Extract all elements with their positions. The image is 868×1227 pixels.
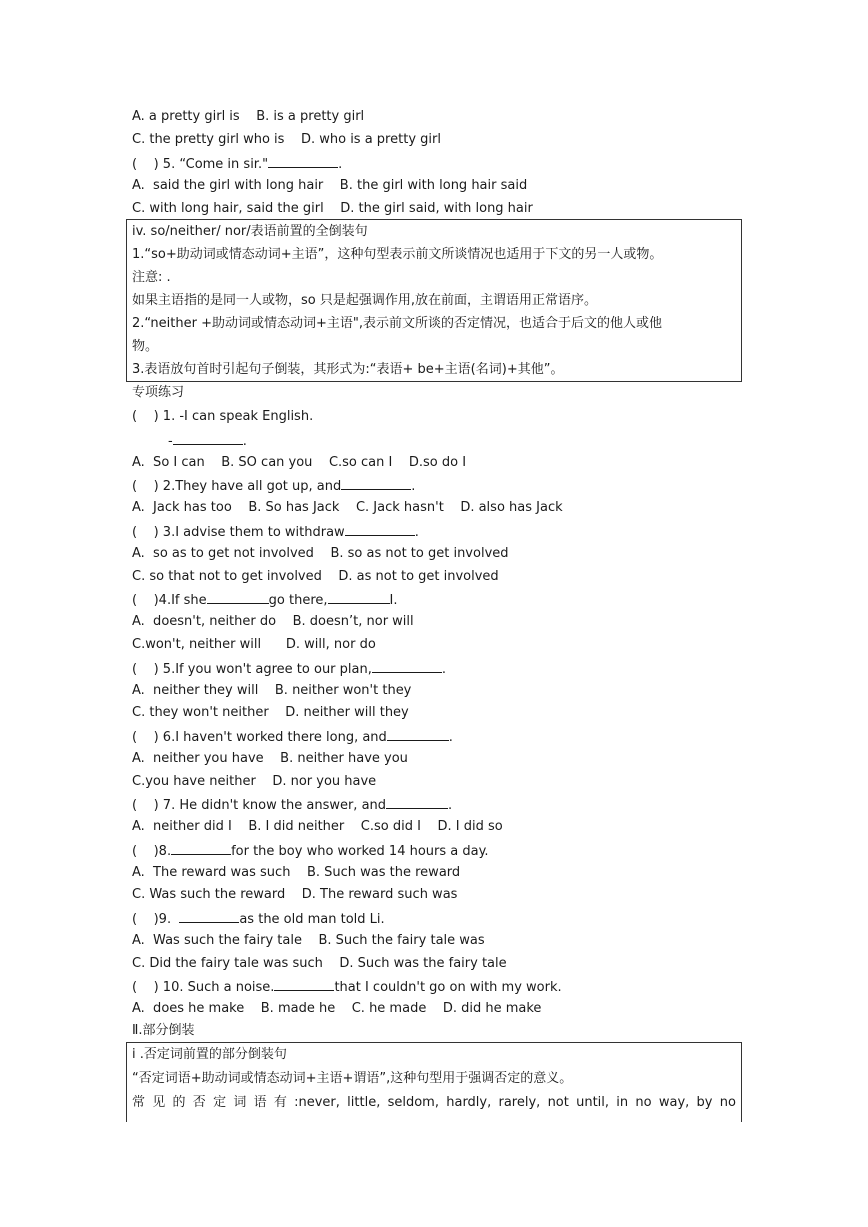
q8-question: ( )8. for the boy who worked 14 hours a day. — [132, 841, 489, 861]
q5-question: ( ) 5.If you won't agree to our plan, . — [132, 659, 446, 679]
box-rule-2: 2.“neither +助动词或情态动词+主语",表示前文所谈的否定情况，也适合于后文的他人或他 — [132, 316, 662, 331]
q6-options-cd: C.you have neither D. nor you have — [132, 774, 377, 789]
q8-options-cd: C. Was such the reward D. The reward such was — [132, 887, 458, 902]
box-note-text: 如果主语指的是同一人或物，so 只是起强调作用,放在前面，主谓语用正常语序。 — [132, 293, 597, 308]
answer-blank — [328, 590, 390, 604]
box-rule-2-cont: 物。 — [132, 339, 159, 354]
answer-blank — [171, 841, 231, 855]
box-rule-1: 1.“so+助动词或情态动词+主语”，这种句型表示前文所谈情况也适用于下文的另一人或物。 — [132, 247, 663, 262]
box-title: iv. so/neither/ nor/表语前置的全倒装句 — [132, 224, 368, 239]
answer-blank — [179, 909, 239, 923]
section-title-practice: 专项练习 — [132, 385, 185, 400]
q7-options: A. neither did I B. I did neither C.so did I D. I did so — [132, 819, 503, 834]
q4-question: ( )4.If she go there, I. — [132, 590, 397, 610]
q10-question: ( ) 10. Such a noise. that I couldn't go on with my work. — [132, 977, 562, 997]
q2-options: A. Jack has too B. So has Jack C. Jack hasn't D. also has Jack — [132, 500, 563, 515]
q6-options-ab: A. neither you have B. neither have you — [132, 751, 408, 766]
q4-prev-options-cd: C. the pretty girl who is D. who is a pretty girl — [132, 132, 441, 147]
q1-response: - . — [168, 431, 247, 451]
answer-blank — [173, 431, 243, 445]
q8-options-ab: A. The reward was such B. Such was the reward — [132, 865, 461, 880]
q1-question: ( ) 1. -I can speak English. — [132, 409, 314, 424]
grammar-note-box-negative — [126, 1042, 742, 1122]
q2-question: ( ) 2.They have all got up, and . — [132, 476, 415, 496]
answer-blank — [345, 522, 415, 536]
q1-options: A. So I can B. SO can you C.so can I D.so do I — [132, 455, 467, 470]
q5-prev-options-ab: A. said the girl with long hair B. the girl with long hair said — [132, 178, 528, 193]
grammar-note-box-inversion — [126, 219, 742, 382]
q4-options-ab: A. doesn't, neither do B. doesn’t, nor will — [132, 614, 414, 629]
q3-options-ab: A. so as to get not involved B. so as not to get involved — [132, 546, 509, 561]
q5-options-cd: C. they won't neither D. neither will they — [132, 705, 409, 720]
q5-prev-question: ( ) 5. “Come in sir." . — [132, 154, 342, 174]
q3-options-cd: C. so that not to get involved D. as not to get involved — [132, 569, 499, 584]
q3-question: ( ) 3.I advise them to withdraw . — [132, 522, 419, 542]
box2-word-list: 常 见 的 否 定 词 语 有 :never, little, seldom, hardly, rarely, not until, in no way, by no — [132, 1095, 736, 1110]
q5-prev-options-cd: C. with long hair, said the girl D. the girl said, with long hair — [132, 201, 533, 216]
q4-options-cd: C.won't, neither will D. will, nor do — [132, 637, 376, 652]
answer-blank — [207, 590, 269, 604]
q4-prev-options-ab: A. a pretty girl is B. is a pretty girl — [132, 109, 365, 124]
answer-blank — [268, 154, 338, 168]
q6-question: ( ) 6.I haven't worked there long, and . — [132, 727, 453, 747]
box-note-label: 注意: . — [132, 270, 171, 285]
section-title-partial-inversion: Ⅱ.部分倒装 — [132, 1023, 195, 1038]
box2-rule: “否定词语+助动词或情态动词+主语+谓语”,这种句型用于强调否定的意义。 — [132, 1071, 573, 1086]
q9-question: ( )9. as the old man told Li. — [132, 909, 385, 929]
q9-options-ab: A. Was such the fairy tale B. Such the fairy tale was — [132, 933, 485, 948]
q10-options: A. does he make B. made he C. he made D. did he make — [132, 1001, 542, 1016]
answer-blank — [274, 977, 334, 991]
q7-question: ( ) 7. He didn't know the answer, and . — [132, 795, 452, 815]
answer-blank — [372, 659, 442, 673]
box2-title: i .否定词前置的部分倒装句 — [132, 1047, 287, 1062]
q9-options-cd: C. Did the fairy tale was such D. Such was the fairy tale — [132, 956, 507, 971]
answer-blank — [341, 476, 411, 490]
answer-blank — [387, 727, 449, 741]
q5-options-ab: A. neither they will B. neither won't they — [132, 683, 412, 698]
answer-blank — [386, 795, 448, 809]
box-rule-3: 3.表语放句首时引起句子倒装，其形式为:“表语+ be+主语(名词)+其他”。 — [132, 362, 564, 377]
